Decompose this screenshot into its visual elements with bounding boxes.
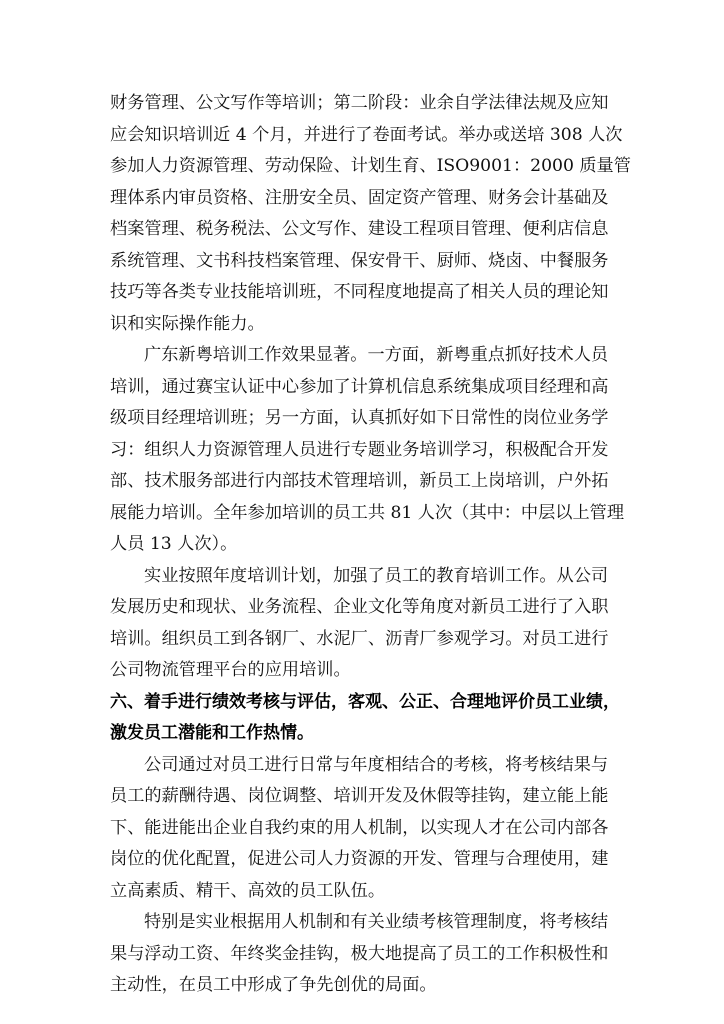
paragraph-first-line: 实业按照年度培训计划，加强了员工的教育培训工作。从公司 [144, 565, 609, 586]
document-body [110, 88, 630, 1002]
section-heading: 六、着手进行绩效考核与评估，客观、公正、合理地评价员工业绩， [110, 691, 620, 712]
body-text-line: 培训，通过赛宝认证中心参加了计算机信息系统集成项目经理和高 [110, 376, 609, 397]
body-text-line: 人员 13 人次）。 [110, 534, 238, 554]
body-text-line: 立高素质、精干、高效的员工队伍。 [110, 880, 386, 901]
body-text-line: 参加人力资源管理、劳动保险、计划生育、ISO9001：2000 质量管 [110, 156, 631, 176]
body-text-line: 公司物流管理平台的应用培训。 [110, 660, 351, 680]
body-text-line: 员工的薪酬待遇、岗位调整、培训开发及休假等挂钩，建立能上能 [110, 786, 609, 806]
body-text-line: 果与浮动工资、年终奖金挂钩，极大地提高了员工的工作积极性和 [110, 943, 609, 964]
body-text-line: 财务管理、公文写作等培训；第二阶段：业余自学法律法规及应知 [110, 93, 609, 113]
paragraph-first-line: 公司通过对员工进行日常与年度相结合的考核，将考核结果与 [144, 754, 609, 775]
body-text-line: 系统管理、文书科技档案管理、保安骨干、厨师、烧卤、中餐服务 [110, 250, 609, 271]
body-text-line: 发展历史和现状、业务流程、企业文化等角度对新员工进行了入职 [110, 597, 609, 617]
body-text-line: 识和实际操作能力。 [110, 313, 265, 334]
body-text-line: 下、能进能出企业自我约束的用人机制，以实现人才在公司内部各 [110, 817, 609, 838]
paragraph-first-line: 广东新粤培训工作效果显著。一方面，新粤重点抓好技术人员 [144, 345, 609, 365]
body-text-line: 理体系内审员资格、注册安全员、固定资产管理、财务会计基础及 [110, 187, 609, 208]
body-text-line: 级项目经理培训班；另一方面，认真抓好如下日常性的岗位业务学 [110, 408, 609, 428]
body-text-line: 岗位的优化配置，促进公司人力资源的开发、管理与合理使用，建 [110, 849, 609, 869]
section-heading-continued: 激发员工潜能和工作热情。 [110, 723, 314, 743]
body-text-line: 展能力培训。全年参加培训的员工共 81 人次（其中：中层以上管理 [110, 502, 625, 523]
body-text-line: 应会知识培训近 4 个月，并进行了卷面考试。举办或送培 308 人次 [110, 124, 623, 145]
body-text-line: 技巧等各类专业技能培训班，不同程度地提高了相关人员的理论知 [110, 282, 609, 302]
body-text-line: 档案管理、税务税法、公文写作、建设工程项目管理、便利店信息 [110, 219, 609, 239]
body-text-line: 培训。组织员工到各钢厂、水泥厂、沥青厂参观学习。对员工进行 [110, 628, 609, 649]
paragraph-first-line: 特别是实业根据用人机制和有关业绩考核管理制度，将考核结 [144, 912, 609, 932]
body-text-line: 部、技术服务部进行内部技术管理培训，新员工上岗培训，户外拓 [110, 471, 609, 491]
body-text-line: 习：组织人力资源管理人员进行专题业务培训学习，积极配合开发 [110, 439, 609, 460]
body-text-line: 主动性，在员工中形成了争先创优的局面。 [110, 975, 437, 995]
